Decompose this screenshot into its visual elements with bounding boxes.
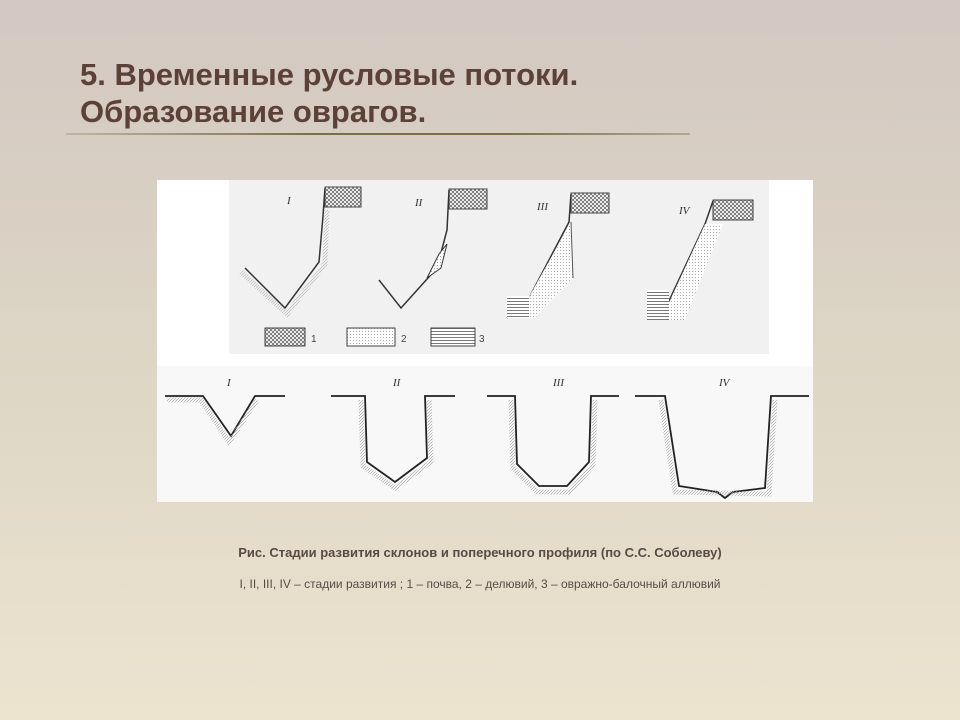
- legend-label-3: 3: [479, 334, 485, 345]
- legend-swatch-soil: [265, 328, 305, 346]
- figure-drawing: [157, 180, 813, 502]
- top-stage-label-1: I: [287, 195, 291, 207]
- slide-title-line-1: 5. Временные русловые потоки.: [80, 57, 579, 92]
- slide-title-line-2: Образование оврагов.: [80, 94, 427, 129]
- legend-label-1: 1: [311, 334, 317, 345]
- legend-swatch-deluvium: [347, 328, 395, 346]
- bottom-stage-label-3: III: [553, 377, 564, 389]
- figure-legend: [265, 328, 485, 346]
- bottom-stage-label-1: I: [227, 377, 231, 389]
- caption-legend: I, II, III, IV – стадии развития ; 1 – почва, 2 – делювий, 3 – овражно-балочный аллювий: [239, 577, 721, 591]
- slide-title: [80, 56, 578, 130]
- bottom-panel: [157, 366, 813, 502]
- caption-title: Рис. Стадии развития склонов и поперечного профиля (по С.С. Соболеву): [238, 545, 722, 560]
- legend-label-2: 2: [401, 334, 407, 345]
- figure-caption: [200, 544, 760, 593]
- top-stage-label-3: III: [537, 201, 548, 213]
- title-divider: [66, 133, 690, 135]
- bottom-stage-label-4: IV: [719, 377, 730, 389]
- figure-image: [157, 180, 813, 502]
- legend-swatch-alluvium: [431, 328, 475, 346]
- top-stage-label-2: II: [415, 197, 423, 209]
- bottom-stage-label-2: II: [393, 377, 401, 389]
- top-stage-label-4: IV: [679, 205, 690, 217]
